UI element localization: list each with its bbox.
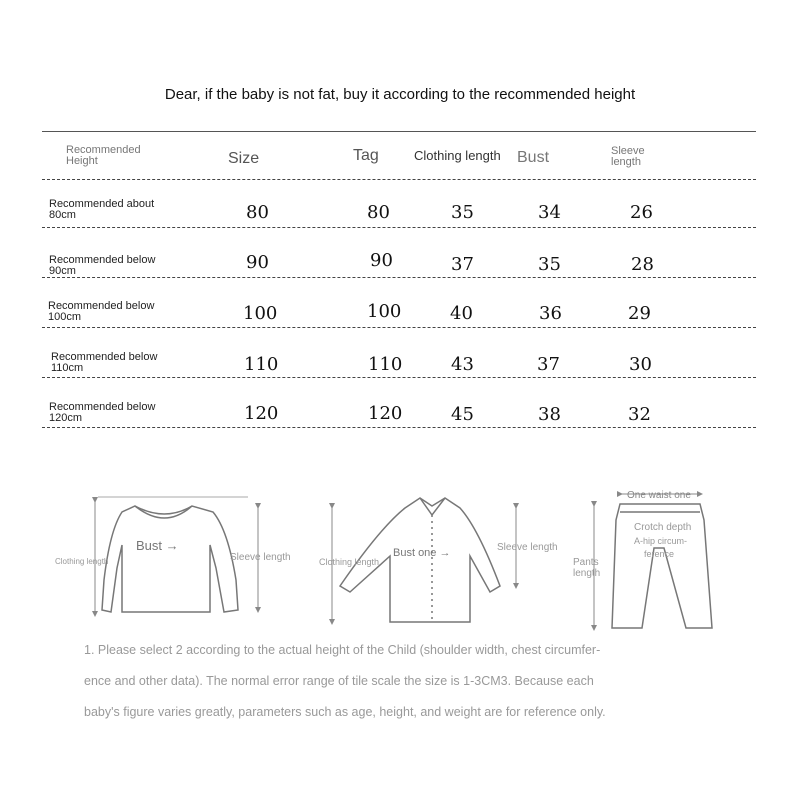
shirt-sleeve-label: Sleeve length	[497, 542, 558, 553]
header-tag: Tag	[353, 147, 379, 164]
sweater-sleeve-label: Sleeve length	[230, 552, 291, 563]
tag-value: 110	[368, 354, 403, 375]
sleeve-value: 29	[628, 303, 651, 324]
sleeve-value: 26	[630, 202, 653, 223]
clothing-length-value: 43	[451, 354, 474, 375]
pants-hip-label-1: A-hip circum-	[634, 536, 688, 546]
row-label: Recommended below 90cm	[49, 254, 156, 277]
tag-value: 120	[368, 403, 403, 424]
tag-value: 80	[367, 202, 390, 223]
clothing-length-value: 40	[450, 303, 473, 324]
note-line: ence and other data). The normal error range of tile scale the size is 1-3CM3. Because each	[84, 674, 594, 688]
header-bust: Bust	[517, 149, 550, 166]
bust-value: 36	[539, 303, 562, 324]
shirt-clothing-label: Clothing length	[319, 557, 380, 567]
header-height: Recommended Height	[66, 144, 141, 167]
pants-crotch-label: Crotch depth	[634, 522, 692, 533]
clothing-length-value: 37	[451, 254, 474, 275]
tag-value: 100	[367, 301, 402, 322]
size-value: 90	[246, 252, 269, 273]
sleeve-value: 32	[628, 404, 651, 425]
note-line: 1. Please select 2 according to the actual height of the Child (shoulder width, chest circumfer-	[84, 643, 601, 657]
row-label: Recommended below 100cm	[48, 300, 155, 323]
header-clothing-length: Clothing length	[414, 148, 501, 163]
pants-diagram	[594, 494, 712, 628]
sweater-outline	[102, 506, 238, 612]
bust-value: 37	[537, 354, 560, 375]
clothing-length-value: 45	[451, 404, 474, 425]
row-label: Recommended below 120cm	[49, 401, 156, 424]
sweater-bust-label: Bust →	[136, 538, 179, 553]
page-title: Dear, if the baby is not fat, buy it according to the recommended height	[164, 86, 636, 103]
tag-value: 90	[370, 250, 393, 271]
row-label: Recommended about 80cm	[49, 198, 155, 221]
size-value: 120	[244, 403, 279, 424]
sweater-clothing-label: Clothing length	[55, 557, 109, 566]
pants-hip-label-2: ference	[644, 549, 675, 559]
sleeve-value: 30	[629, 354, 652, 375]
pants-length-label-2: length	[573, 568, 601, 579]
row-label: Recommended below 110cm	[51, 351, 158, 374]
bust-value: 38	[538, 404, 561, 425]
sleeve-value: 28	[631, 254, 654, 275]
pants-length-label-1: Pants	[573, 557, 599, 568]
bust-value: 35	[538, 254, 561, 275]
clothing-length-value: 35	[451, 202, 474, 223]
sweater-collar	[135, 506, 192, 518]
pants-waist-label: One waist one	[627, 490, 691, 501]
bust-value: 34	[538, 202, 561, 223]
note-line: baby's figure varies greatly, parameters such as age, height, and weight are for reference only.	[84, 705, 606, 719]
header-size: Size	[228, 150, 260, 167]
header-sleeve-length: Sleeve length	[611, 145, 645, 168]
size-value: 100	[243, 303, 278, 324]
size-value: 80	[246, 202, 269, 223]
shirt-bust-label: Bust one →	[393, 547, 451, 559]
size-value: 110	[244, 354, 279, 375]
